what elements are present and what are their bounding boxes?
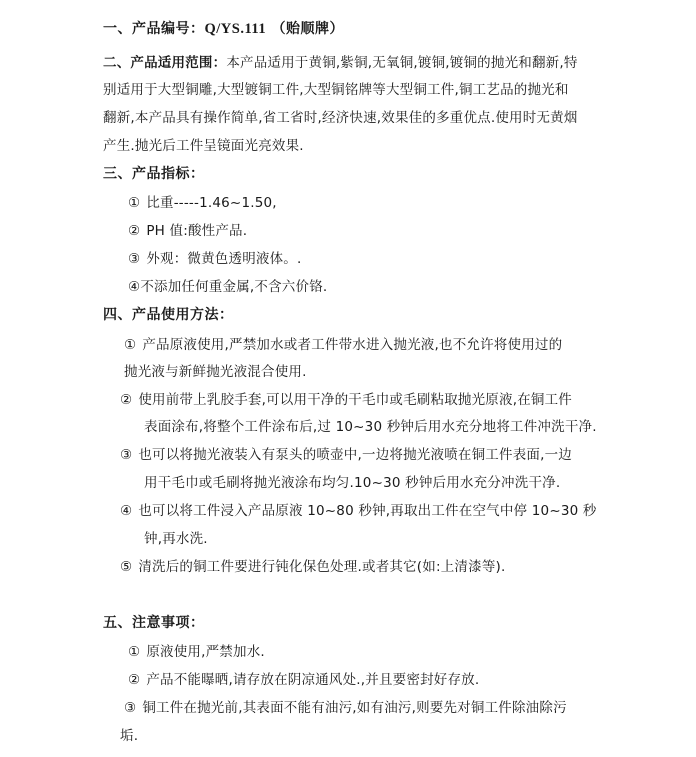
section-2-text: 本产品适用于黄铜,紫铜,无氧铜,镀铜,镀铜的抛光和翻新,特 (226, 55, 578, 71)
notice-item (128, 640, 265, 660)
item-text: 使用前带上乳胶手套,可以用干净的干毛巾或毛刷粘取抛光原液,在铜工件 (138, 392, 572, 408)
item-text: 也可以将抛光液装入有泵头的喷壶中,一边将抛光液喷在铜工件表面,一边 (138, 447, 572, 463)
item-number: ① (128, 644, 141, 660)
method-item (120, 388, 572, 408)
method-item-continuation: 表面涂布,将整个工件涂布后,过 10~30 秒钟后用水充分地将工件冲洗干净. (144, 419, 597, 435)
item-number: ④ (120, 503, 133, 519)
item-text: 清洗后的铜工件要进行钝化保色处理.或者其它(如:上清漆等). (138, 559, 506, 575)
indicator-item (128, 191, 277, 211)
method-item-continuation: 用干毛巾或毛刷将抛光液涂布均匀.10~30 秒钟后用水充分冲洗干净. (144, 475, 561, 491)
item-number: ② (128, 672, 141, 688)
section-3-heading: 三、产品指标： (103, 166, 205, 182)
section-2-line-2: 别适用于大型铜雕,大型镀铜工件,大型铜铭牌等大型铜工件,铜工艺品的抛光和 (103, 82, 569, 98)
item-number: ⑤ (120, 559, 133, 575)
method-item (120, 443, 572, 463)
item-number: ③ (124, 700, 137, 716)
indicator-item (128, 219, 247, 239)
indicator-item (128, 247, 302, 267)
item-text: 产品原液使用,严禁加水或者工件带水进入抛光液,也不允许将使用过的 (142, 337, 563, 353)
brand-name: （贻顺牌） (271, 21, 344, 37)
section-2-line-4: 产生.抛光后工件呈镜面光亮效果. (103, 138, 304, 154)
item-text: 外观：微黄色透明液体。. (146, 251, 302, 267)
item-number: ② (128, 223, 141, 239)
section-1-heading (103, 18, 344, 38)
item-number: ② (120, 392, 133, 408)
item-number: ④ (128, 279, 141, 295)
item-text: 不添加任何重金属,不含六价铬. (140, 279, 328, 295)
section-2-line-1 (103, 51, 578, 71)
notice-item-continuation: 垢. (120, 728, 139, 744)
section-1-label: 一、产品编号： (103, 21, 205, 37)
item-text: 原液使用,严禁加水. (146, 644, 265, 660)
item-text: 铜工件在抛光前,其表面不能有油污,如有油污,则要先对铜工件除油除污 (142, 700, 567, 716)
item-text: PH 值:酸性产品. (146, 223, 248, 239)
item-number: ① (124, 337, 137, 353)
section-5-heading: 五、注意事项： (103, 615, 205, 631)
section-4-heading: 四、产品使用方法： (103, 307, 234, 323)
item-text: 比重-----1.46~1.50, (146, 195, 277, 211)
method-item-continuation: 钟,再水洗. (144, 531, 208, 547)
notice-item (124, 696, 567, 716)
item-text: 也可以将工件浸入产品原液 10~80 秒钟,再取出工件在空气中停 10~30 秒 (138, 503, 597, 519)
item-number: ③ (128, 251, 141, 267)
indicator-item (128, 275, 327, 295)
item-number: ① (128, 195, 141, 211)
section-2-line-3: 翻新,本产品具有操作简单,省工省时,经济快速,效果佳的多重优点.使用时无黄烟 (103, 110, 578, 126)
method-item (124, 333, 562, 353)
section-2-label: 二、产品适用范围： (103, 55, 227, 71)
method-item-continuation: 抛光液与新鲜抛光液混合使用. (124, 364, 307, 380)
item-text: 产品不能曝晒,请存放在阴凉通风处.,并且要密封好存放. (146, 672, 480, 688)
product-code: Q/YS.111 (204, 21, 267, 37)
method-item (120, 499, 597, 519)
item-number: ③ (120, 447, 133, 463)
method-item (120, 555, 505, 575)
notice-item (128, 668, 479, 688)
